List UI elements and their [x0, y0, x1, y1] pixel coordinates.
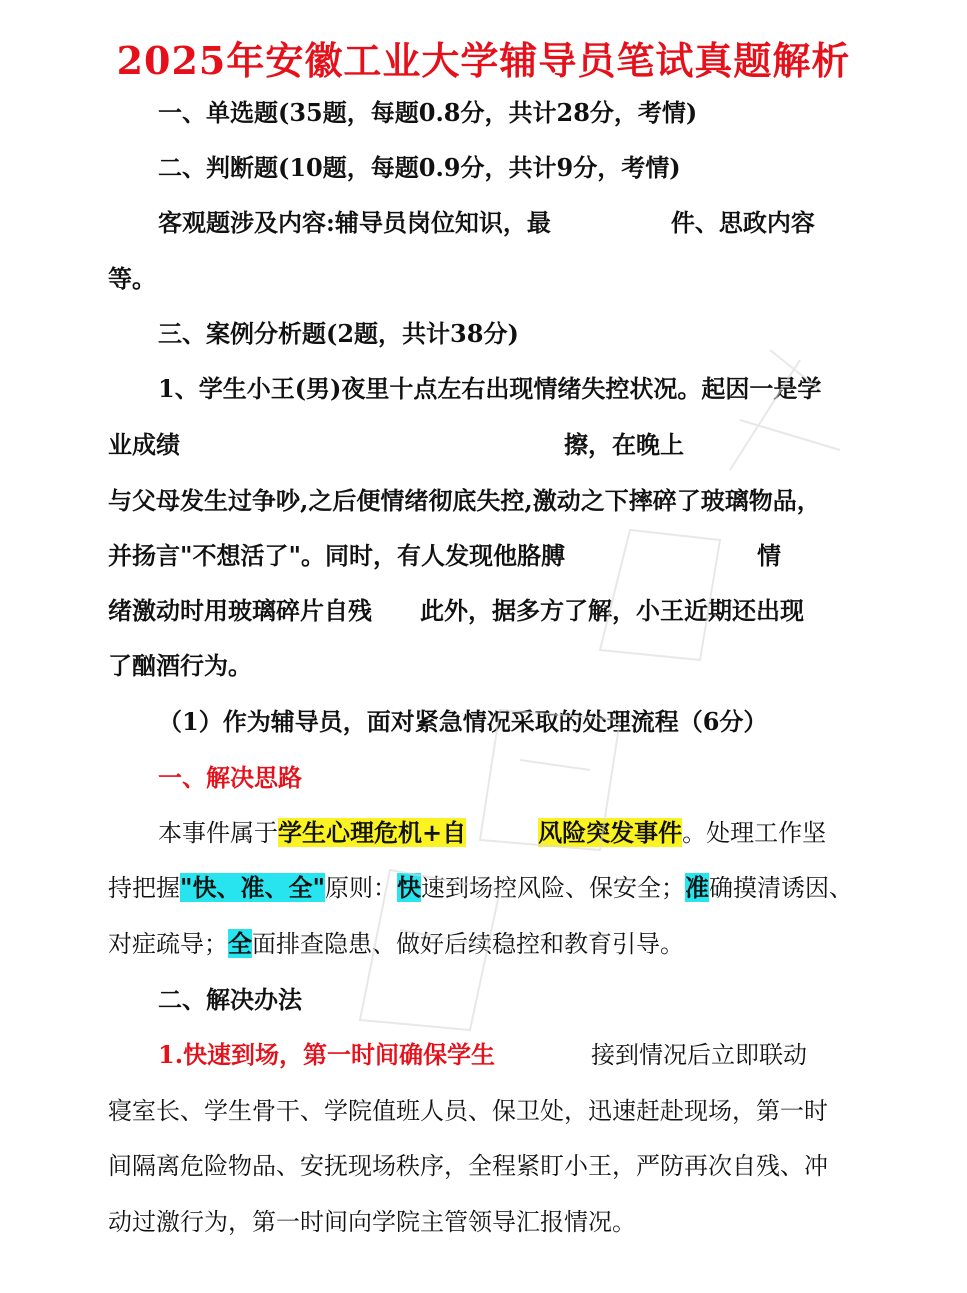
- approach-p1-prefix: 本事件属于: [158, 819, 278, 847]
- highlight-crisis-type: 学生心理危机+自: [278, 818, 467, 847]
- section-true-false: 二、判断题(10题，每题0.9分，共计9分，考情): [158, 153, 681, 182]
- approach-heading: 一、解决思路: [158, 763, 302, 792]
- method-line-3: 间隔离危险物品、安抚现场秩序，全程紧盯小王，严防再次自残、冲: [108, 1152, 828, 1180]
- page-title: 2025年安徽工业大学辅导员笔试真题解析: [116, 38, 851, 83]
- approach-paragraph-line-3: [108, 927, 853, 961]
- case-text-line-3: 与父母发生过争吵,之后便情绪彻底失控,激动之下摔碎了玻璃物品，: [108, 486, 821, 515]
- highlight-risk-event: 风险突发事件: [538, 818, 683, 847]
- highlight-accurate: 准: [685, 873, 710, 902]
- method-line-1: [158, 1038, 858, 1072]
- case-text-line-5: 绪激动时用玻璃碎片自残 此外，据多方了解，小王近期还出现: [108, 596, 804, 625]
- approach-paragraph-line-1: [158, 816, 858, 850]
- approach-p2-suffix: 确摸清诱因、: [709, 874, 853, 902]
- method-heading: 二、解决办法: [158, 985, 302, 1014]
- highlight-fast: 快: [397, 873, 422, 902]
- question-1: （1）作为辅导员，面对紧急情况采取的处理流程（6分）: [158, 707, 768, 736]
- objective-content-line-2: 等。: [108, 264, 156, 293]
- approach-p2-mid1: 原则：: [325, 874, 398, 902]
- highlight-principle: "快、准、全": [180, 873, 326, 902]
- approach-p3-suffix: 面排查隐患、做好后续稳控和教育引导。: [252, 930, 684, 958]
- approach-p2-prefix: 持把握: [108, 874, 180, 902]
- method-step-1-title: 1.快速到场，第一时间确保学生: [158, 1040, 496, 1069]
- method-line-4: 动过激行为，第一时间向学院主管领导汇报情况。: [108, 1208, 636, 1236]
- approach-paragraph-line-2: [108, 871, 853, 905]
- case-text-line-4: 并扬言"不想活了"。同时，有人发现他胳膊 情: [108, 541, 782, 570]
- case-text-line-6: 了酗酒行为。: [108, 651, 252, 680]
- objective-content-line-1: 客观题涉及内容:辅导员岗位知识，最 件、思政内容: [158, 208, 815, 237]
- approach-p1-gap: [466, 819, 538, 847]
- case-text-line-1: 1、学生小王(男)夜里十点左右出现情绪失控状况。起因一是学: [158, 374, 822, 403]
- highlight-complete: 全: [228, 929, 252, 958]
- approach-p1-suffix: 。处理工作坚: [682, 819, 827, 847]
- approach-p3-prefix: 对症疏导；: [108, 930, 228, 958]
- section-case-analysis: 三、案例分析题(2题，共计38分): [158, 319, 519, 348]
- method-line-1-rest: 接到情况后立即联动: [495, 1041, 808, 1069]
- section-single-choice: 一、单选题(35题，每题0.8分，共计28分，考情): [158, 98, 698, 127]
- method-line-2: 寝室长、学生骨干、学院值班人员、保卫处，迅速赶赴现场，第一时: [108, 1097, 828, 1125]
- approach-p2-mid2: 速到场控风险、保安全；: [421, 874, 686, 902]
- case-text-line-2: 业成绩 擦，在晚上: [108, 430, 684, 459]
